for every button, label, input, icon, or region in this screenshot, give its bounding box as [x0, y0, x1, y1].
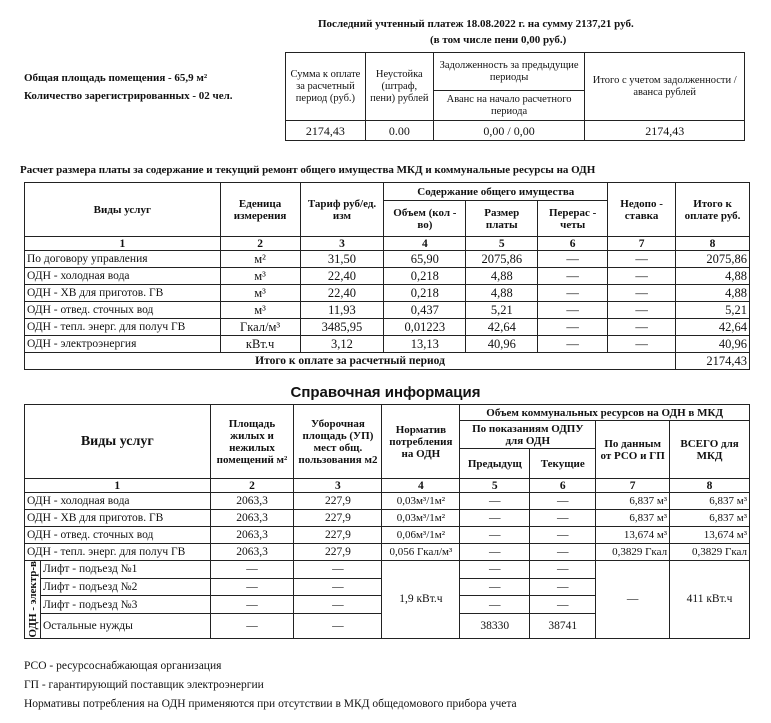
col-number: 3 [300, 237, 384, 251]
calc-cell-service: ОДН - тепл. энерг. для получ ГВ [25, 319, 221, 336]
ref-cell-curr: — [530, 510, 596, 527]
ref-cell-prev: — [460, 544, 530, 561]
ref-cell-area: 2063,3 [210, 527, 294, 544]
ref-header-cleaning: Уборочная площадь (УП) мест общ. пользования м2 [294, 405, 382, 479]
calc-col-numbers [25, 237, 750, 251]
ref-cell-all: 6,837 м³ [670, 493, 750, 510]
calc-header-unit: Еденица измерения [220, 183, 300, 237]
penalty-line: (в том числе пени 0,00 руб.) [430, 34, 567, 46]
summary-value-total: 2174,43 [585, 121, 745, 141]
ref-header-norm: Норматив потребления на ОДН [382, 405, 460, 479]
summary-value-penalty: 0.00 [365, 121, 433, 141]
calc-cell-unit: м³ [220, 268, 300, 285]
ref-row [25, 544, 750, 561]
footnote-norms: Нормативы потребления на ОДН применяются при отсутствии в МКД общедомового прибора учета [24, 698, 517, 710]
calc-row [25, 251, 750, 268]
col-number: 6 [538, 237, 608, 251]
calc-cell-tariff: 3485,95 [300, 319, 384, 336]
calc-cell-service: ОДН - ХВ для приготов. ГВ [25, 285, 221, 302]
calc-cell-shortfall: — [608, 285, 676, 302]
elec-cell-prev: 38330 [460, 614, 530, 638]
ref-cell-cleaning: 227,9 [294, 493, 382, 510]
col-number: 6 [530, 479, 596, 493]
calc-cell-total: 40,96 [676, 336, 750, 353]
calc-cell-shortfall: — [608, 268, 676, 285]
calc-header-total: Итого к оплате руб. [676, 183, 750, 237]
ref-table [24, 404, 750, 639]
ref-cell-norm: 0,06м³/1м² [382, 527, 460, 544]
ref-cell-rso: 0,3829 Гкал [596, 544, 670, 561]
calc-cell-tariff: 31,50 [300, 251, 384, 268]
calc-cell-unit: кВт.ч [220, 336, 300, 353]
calc-cell-recalc: — [538, 336, 608, 353]
calc-row [25, 285, 750, 302]
col-number: 7 [596, 479, 670, 493]
calc-total-value: 2174,43 [676, 353, 750, 370]
ref-cell-cleaning: 227,9 [294, 544, 382, 561]
calc-cell-shortfall: — [608, 251, 676, 268]
ref-header-curr: Текущие [530, 449, 596, 479]
summary-table [285, 52, 745, 141]
calc-cell-amount: 42,64 [466, 319, 538, 336]
elec-all: 411 кВт.ч [670, 561, 750, 639]
ref-cell-prev: — [460, 493, 530, 510]
elec-cell-area: — [210, 614, 294, 638]
ref-cell-all: 0,3829 Гкал [670, 544, 750, 561]
calc-cell-unit: м³ [220, 302, 300, 319]
calc-cell-tariff: 11,93 [300, 302, 384, 319]
elec-cell-cleaning: — [294, 578, 382, 596]
ref-header-all: ВСЕГО для МКД [670, 421, 750, 479]
ref-cell-curr: — [530, 544, 596, 561]
summary-header-debt: Задолженность за предыдущие периоды [433, 53, 585, 91]
calc-table [24, 182, 750, 370]
calc-cell-shortfall: — [608, 302, 676, 319]
elec-group-label: ОДН - электр-в [26, 561, 39, 638]
elec-norm: 1,9 кВт.ч [382, 561, 460, 639]
calc-cell-service: ОДН - холодная вода [25, 268, 221, 285]
elec-cell-cleaning: — [294, 614, 382, 638]
calc-header-service: Виды услуг [25, 183, 221, 237]
col-number: 1 [25, 237, 221, 251]
col-number: 3 [294, 479, 382, 493]
ref-cell-curr: — [530, 527, 596, 544]
col-number: 4 [384, 237, 466, 251]
calc-row [25, 319, 750, 336]
elec-cell-area: — [210, 578, 294, 596]
calc-cell-tariff: 22,40 [300, 285, 384, 302]
calc-title: Расчет размера платы за содержание и текущий ремонт общего имущества МКД и коммунальные ресурсы на ОДН [20, 164, 596, 176]
elec-cell-cleaning: — [294, 561, 382, 579]
ref-title: Справочная информация [290, 384, 481, 401]
ref-cell-all: 6,837 м³ [670, 510, 750, 527]
col-number: 5 [460, 479, 530, 493]
calc-header-maintenance: Содержание общего имущества [384, 183, 608, 201]
ref-header-service: Виды услуг [25, 405, 211, 479]
calc-cell-recalc: — [538, 319, 608, 336]
calc-cell-volume: 13,13 [384, 336, 466, 353]
ref-row [25, 510, 750, 527]
calc-cell-recalc: — [538, 268, 608, 285]
col-number: 8 [670, 479, 750, 493]
calc-cell-service: ОДН - отвед. сточных вод [25, 302, 221, 319]
elec-cell-prev: — [460, 561, 530, 579]
elec-cell-prev: — [460, 578, 530, 596]
summary-value-sum: 2174,43 [286, 121, 366, 141]
calc-cell-amount: 2075,86 [466, 251, 538, 268]
col-number: 4 [382, 479, 460, 493]
calc-cell-shortfall: — [608, 336, 676, 353]
calc-cell-total: 2075,86 [676, 251, 750, 268]
calc-cell-volume: 0,437 [384, 302, 466, 319]
ref-cell-norm: 0,03м³/1м² [382, 510, 460, 527]
calc-header-amount: Размер платы [466, 201, 538, 237]
last-payment-line: Последний учтенный платеж 18.08.2022 г. на сумму 2137,21 руб. [318, 18, 634, 30]
ref-cell-service: ОДН - ХВ для приготов. ГВ [25, 510, 211, 527]
summary-header-sum: Сумма к оплате за расчетный период (руб.) [286, 53, 366, 121]
ref-row [25, 493, 750, 510]
calc-row [25, 268, 750, 285]
ref-cell-area: 2063,3 [210, 544, 294, 561]
ref-cell-cleaning: 227,9 [294, 510, 382, 527]
footnote-gp: ГП - гарантирующий поставщик электроэнергии [24, 679, 264, 691]
col-number: 7 [608, 237, 676, 251]
elec-cell-service: Остальные нужды [40, 614, 210, 638]
elec-cell-area: — [210, 561, 294, 579]
elec-cell-curr: — [530, 578, 596, 596]
ref-cell-rso: 6,837 м³ [596, 510, 670, 527]
calc-header-tariff: Тариф руб/ед. изм [300, 183, 384, 237]
ref-cell-norm: 0,056 Гкал/м³ [382, 544, 460, 561]
calc-cell-unit: Гкал/м³ [220, 319, 300, 336]
calc-cell-unit: м² [220, 251, 300, 268]
elec-cell-service: Лифт - подъезд №1 [40, 561, 210, 579]
summary-header-total: Итого с учетом задолженности / аванса рублей [585, 53, 745, 121]
ref-header-prev: Предыдущ [460, 449, 530, 479]
total-area: Общая площадь помещения - 65,9 м² [24, 72, 208, 84]
calc-cell-volume: 65,90 [384, 251, 466, 268]
calc-cell-total: 4,88 [676, 285, 750, 302]
ref-header-rso: По данным от РСО и ГП [596, 421, 670, 479]
ref-cell-cleaning: 227,9 [294, 527, 382, 544]
elec-rso: — [596, 561, 670, 639]
calc-cell-tariff: 22,40 [300, 268, 384, 285]
elec-cell-cleaning: — [294, 596, 382, 614]
ref-header-area: Площадь жилых и нежилых помещений м² [210, 405, 294, 479]
calc-cell-total: 42,64 [676, 319, 750, 336]
ref-cell-area: 2063,3 [210, 493, 294, 510]
calc-cell-total: 4,88 [676, 268, 750, 285]
ref-header-volume-group: Объем коммунальных ресурсов на ОДН в МКД [460, 405, 750, 421]
col-number: 1 [25, 479, 211, 493]
calc-cell-unit: м³ [220, 285, 300, 302]
elec-cell-curr: — [530, 596, 596, 614]
ref-cell-service: ОДН - холодная вода [25, 493, 211, 510]
calc-total-label: Итого к оплате за расчетный период [25, 353, 676, 370]
calc-row [25, 302, 750, 319]
calc-cell-amount: 5,21 [466, 302, 538, 319]
elec-cell-area: — [210, 596, 294, 614]
ref-row [25, 527, 750, 544]
ref-cell-rso: 13,674 м³ [596, 527, 670, 544]
ref-cell-all: 13,674 м³ [670, 527, 750, 544]
calc-cell-recalc: — [538, 285, 608, 302]
ref-cell-norm: 0,03м³/1м² [382, 493, 460, 510]
calc-header-recalc: Перерас - четы [538, 201, 608, 237]
elec-cell-curr: — [530, 561, 596, 579]
summary-value-debt-advance: 0,00 / 0,00 [433, 121, 585, 141]
ref-cell-prev: — [460, 527, 530, 544]
calc-header-shortfall: Недопо - ставка [608, 183, 676, 237]
calc-cell-service: ОДН - электроэнергия [25, 336, 221, 353]
calc-cell-total: 5,21 [676, 302, 750, 319]
summary-header-penalty: Неустойка (штраф, пени) рублей [365, 53, 433, 121]
elec-cell-curr: 38741 [530, 614, 596, 638]
calc-cell-volume: 0,218 [384, 285, 466, 302]
elec-cell-service: Лифт - подъезд №3 [40, 596, 210, 614]
ref-header-odpu: По показаниям ОДПУ для ОДН [460, 421, 596, 449]
col-number: 2 [210, 479, 294, 493]
calc-cell-recalc: — [538, 302, 608, 319]
summary-header-advance: Аванс на начало расчетного периода [433, 91, 585, 121]
ref-cell-rso: 6,837 м³ [596, 493, 670, 510]
ref-cell-service: ОДН - отвед. сточных вод [25, 527, 211, 544]
registered-count: Количество зарегистрированных - 02 чел. [24, 90, 233, 102]
calc-cell-service: По договору управления [25, 251, 221, 268]
elec-cell-service: Лифт - подъезд №2 [40, 578, 210, 596]
calc-header-volume: Объем (кол - во) [384, 201, 466, 237]
calc-cell-recalc: — [538, 251, 608, 268]
elec-cell-prev: — [460, 596, 530, 614]
calc-row [25, 336, 750, 353]
col-number: 8 [676, 237, 750, 251]
calc-cell-shortfall: — [608, 319, 676, 336]
ref-cell-prev: — [460, 510, 530, 527]
calc-cell-volume: 0,01223 [384, 319, 466, 336]
footnote-rso: РСО - ресурсоснабжающая организация [24, 660, 222, 672]
calc-cell-amount: 4,88 [466, 285, 538, 302]
calc-cell-amount: 4,88 [466, 268, 538, 285]
ref-cell-area: 2063,3 [210, 510, 294, 527]
ref-cell-service: ОДН - тепл. энерг. для получ ГВ [25, 544, 211, 561]
col-number: 5 [466, 237, 538, 251]
calc-cell-tariff: 3,12 [300, 336, 384, 353]
calc-cell-volume: 0,218 [384, 268, 466, 285]
calc-cell-amount: 40,96 [466, 336, 538, 353]
ref-cell-curr: — [530, 493, 596, 510]
elec-row [25, 561, 750, 579]
col-number: 2 [220, 237, 300, 251]
